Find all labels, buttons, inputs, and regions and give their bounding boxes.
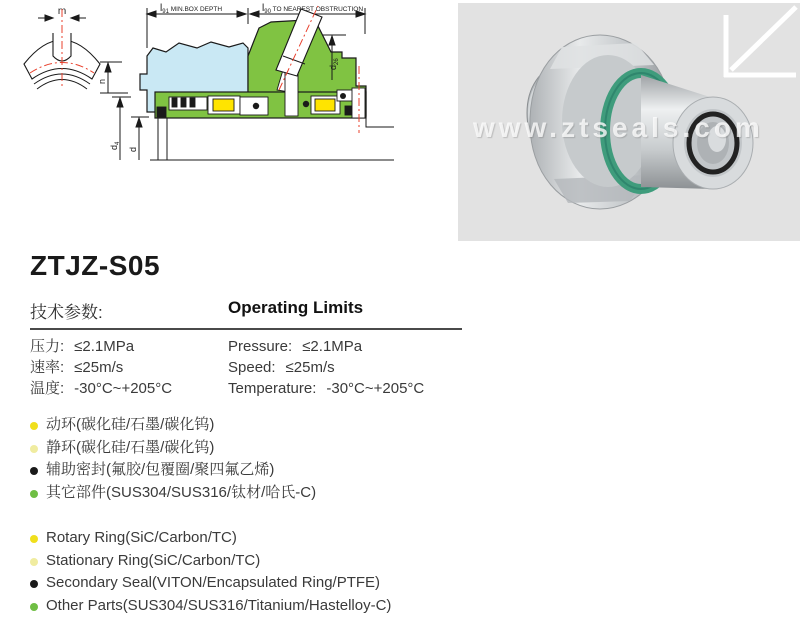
bullet-icon	[30, 467, 38, 475]
l91-label: $l_{91}$ $^{MIN.BOX DEPTH}$	[160, 3, 223, 15]
spec-row-speed-en: Speed: ≤25m/s	[228, 359, 335, 376]
spec-row-speed-cn: 速率: ≤25m/s	[30, 359, 124, 376]
specs-column-en	[228, 336, 462, 399]
bullet-icon	[30, 445, 38, 453]
header-rule	[30, 328, 462, 330]
materials-list-cn	[30, 414, 316, 504]
svg-text:d: d	[128, 146, 138, 152]
list-item: 辅助密封(氟胶/包覆圈/聚四氟乙烯)	[30, 459, 316, 482]
spec-row-temperature-cn: 温度: -30°C~+205°C	[30, 380, 173, 397]
shaft-lines	[150, 118, 394, 160]
list-item: Rotary Ring(SiC/Carbon/TC)	[30, 527, 391, 550]
spec-row-pressure-en: Pressure: ≤2.1MPa	[228, 338, 363, 355]
l90-label: $l_{90}$ $^{TO NEAREST OBSTRUCTION}$	[262, 3, 364, 15]
specs-column-cn	[30, 336, 228, 399]
list-item: 动环(碳化硅/石墨/碳化钨)	[30, 414, 316, 437]
list-item: 静环(碳化硅/石墨/碳化钨)	[30, 437, 316, 460]
technical-drawing	[6, 2, 458, 214]
bullet-icon	[30, 490, 38, 498]
seal-photo-illustration	[458, 3, 800, 241]
watermark-text: www.ztseals.com	[473, 112, 764, 143]
list-item: Stationary Ring(SiC/Carbon/TC)	[30, 550, 391, 573]
bullet-icon	[30, 558, 38, 566]
svg-text:d4: $d_4$	[109, 141, 121, 150]
spec-row-temperature-en: Temperature: -30°C~+205°C	[228, 380, 425, 397]
bullet-icon	[30, 603, 38, 611]
operating-limits-section	[30, 298, 462, 399]
page-title: ZTJZ-S05	[30, 250, 161, 281]
list-item: Other Parts(SUS304/SUS316/Titanium/Hastelloy-C)	[30, 595, 391, 618]
seal-cross-section-diagram	[6, 2, 458, 214]
product-photo	[458, 3, 800, 241]
specs-header-en: Operating Limits	[228, 298, 364, 317]
bullet-icon	[30, 580, 38, 588]
specs-header-cn: 技术参数:	[30, 303, 103, 322]
bullet-icon	[30, 422, 38, 430]
spec-row-pressure-cn: 压力: ≤2.1MPa	[30, 338, 135, 355]
list-item: 其它部件(SUS304/SUS316/钛材/哈氏-C)	[30, 482, 316, 505]
svg-text:n: n	[97, 78, 107, 84]
n-dimension	[97, 62, 128, 93]
svg-text:d26: $d_{26}$	[328, 58, 340, 70]
materials-list-en	[30, 527, 391, 617]
bullet-icon	[30, 535, 38, 543]
svg-text:m: m	[57, 6, 67, 17]
d-dimension	[128, 117, 149, 160]
list-item: Secondary Seal(VITON/Encapsulated Ring/PTFE)	[30, 572, 391, 595]
